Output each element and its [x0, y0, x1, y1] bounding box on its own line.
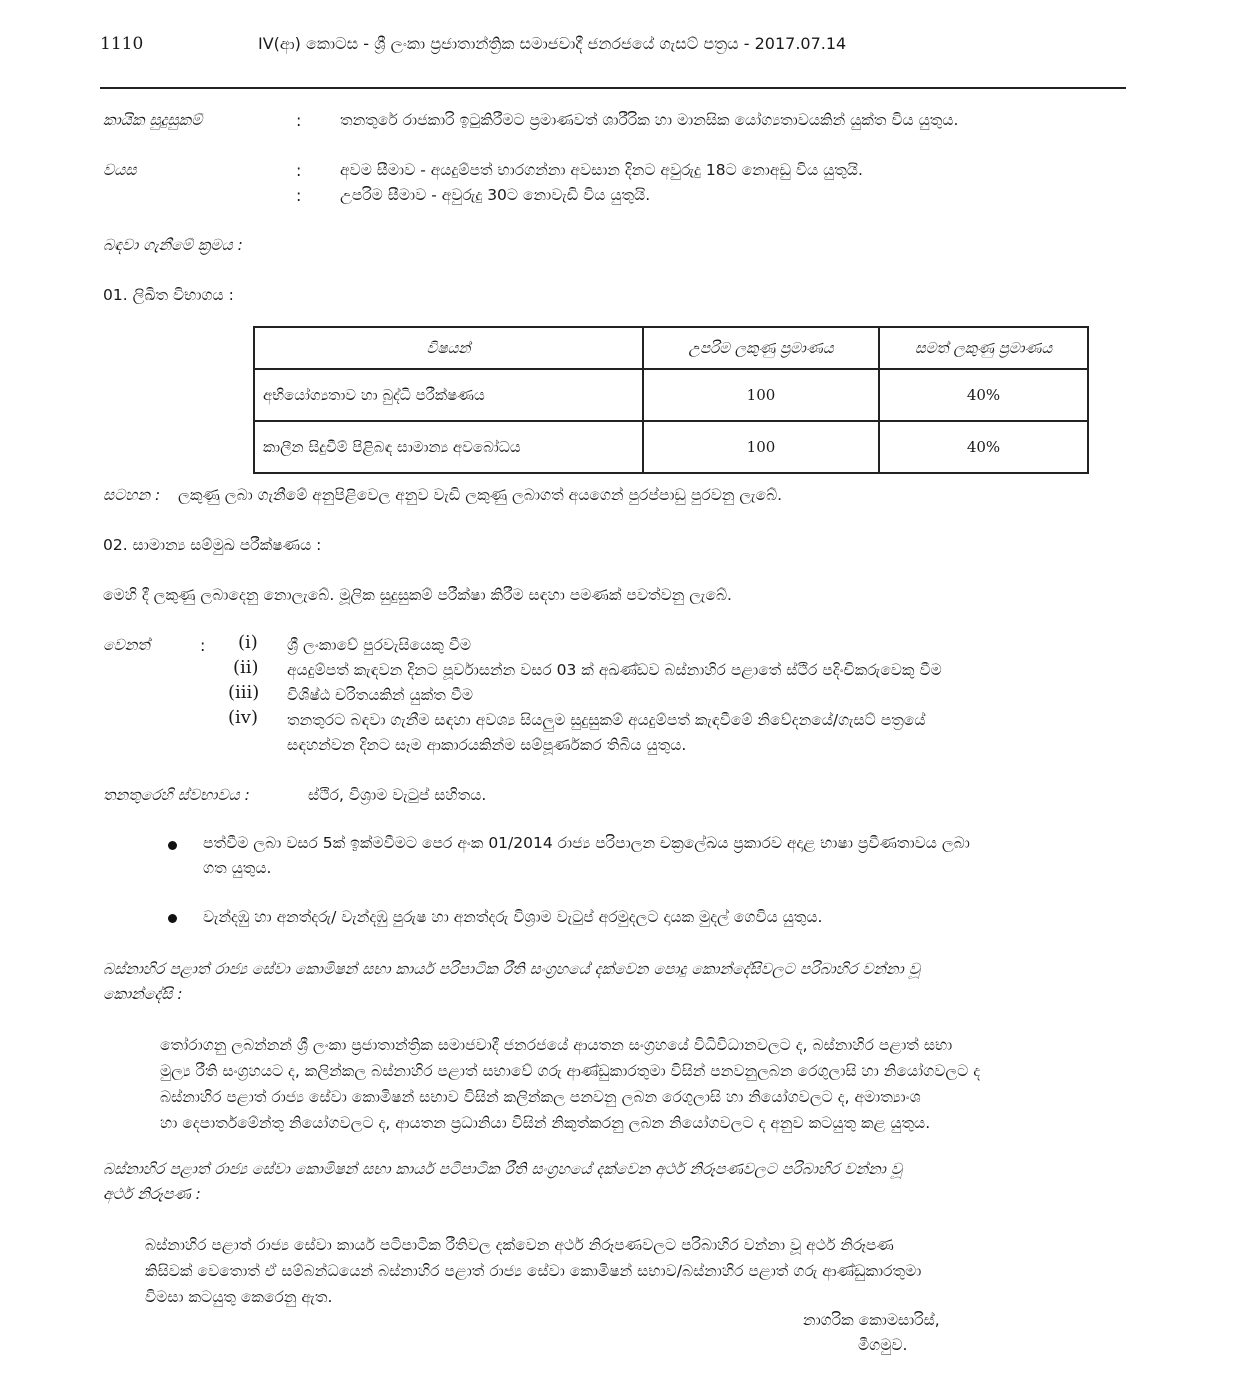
gazette-header-title: IV(ආ) කොටස - ශ්‍රී ලංකා ප්‍රජාතාන්ත්‍රික සමාජවාදී ජනරජයේ ගැසට් පත්‍රය - 2017.07.14: [258, 34, 847, 53]
age-label: වයස: [103, 161, 137, 179]
nature-text: ස්ථිර, විශ්‍රාම වැටුප් සහිතය.: [308, 786, 487, 804]
age-max: උපරිම සීමාව - අවුරුදු 30ට නොවැඩි විය යුතුයි.: [340, 186, 651, 204]
recruitment-heading: බඳවා ගැනීමේ ක්‍රමය :: [103, 236, 243, 254]
interview-heading: 02. සාමාන්‍ය සම්මුඛ පරීක්ෂණය :: [103, 536, 322, 554]
col-header-max-marks: උපරිම ලකුණු ප්‍රමාණය: [643, 327, 879, 369]
col-header-pass-marks: සමත් ලකුණු ප්‍රමාණය: [879, 327, 1088, 369]
physical-text: තනතුරේ රාජකාරි ඉටුකිරීමට ප්‍රමාණවත් ශාරීරික හා මානසික යෝග්‍යතාවයකින් යුක්ත විය යුතුය.: [340, 111, 959, 129]
bullet-icon: [168, 841, 177, 850]
marks-table: [253, 326, 1089, 474]
definitions-paragraph: [145, 1232, 1126, 1310]
pass-marks-cell: 40%: [879, 369, 1088, 421]
note-label: සටහන :: [103, 486, 161, 504]
other-item-text: තනතුරට බඳවා ගැනීම සඳහා අවශ්‍ය සියලුම සුදුසුකම් අයදුම්පත් කැඳවීමේ නිවේදනයේ/ගැසට් පත්‍රයේ: [287, 711, 926, 729]
conditions-paragraph: [160, 1032, 1126, 1136]
signature-title: නාගරික කොමසාරිස්,: [803, 1311, 940, 1329]
definitions-heading-cont: අර්ථ නිරූපණ :: [103, 1185, 201, 1203]
pass-marks-cell: 40%: [879, 421, 1088, 473]
other-item-num: (ii): [233, 657, 259, 678]
bullet-text: වැන්දඹු හා අනත්දරු/ වැන්දඹු පුරුෂ හා අනත්දරු විශ්‍රාම වැටුප් අරමුදලට දායක මුදල් ගෙවිය යුතුය.: [203, 908, 823, 926]
conditions-heading: බස්නාහිර පළාත් රාජ්‍ය සේවා කොමිෂන් සභා කාර්ය පරිපාටික රීති සංග්‍රහයේ දක්වෙන පොදු කොන්දේසිවලට පරිබාහිර වන්නා වූ: [103, 960, 920, 978]
other-label: වෙනත්: [103, 636, 150, 654]
definitions-line: බස්නාහිර පළාත් රාජ්‍ය සේවා කාර්ය පටිපාටික රීතිවල දක්වෙන අර්ථ නිරූපණවලට පරිබාහිර වන්නා වූ අර්ථ නිරූපණ: [145, 1236, 894, 1254]
bullet-text: පත්වීම ලබා වසර 5ක් ඉක්මවීමට පෙර අංක 01/2014 රාජ්‍ය පරිපාලන චක්‍රලේඛය ප්‍රකාරව අදාළ භාෂා ප්‍රවීණතාවය ලබා: [203, 834, 970, 852]
conditions-line: බස්නාහිර පළාත් රාජ්‍ය සේවා කොමිෂන් සභාව විසින් කලින්කල පනවනු ලබන රෙගුලාසි හා නියෝගවලට ද, අමාත්‍යාංශ: [160, 1088, 921, 1106]
other-item-text: අයදුම්පත් කැඳවන දිනට පූර්වාසන්න වසර 03 ක් අඛණ්ඩව බස්නාහිර පළාතේ ස්ථිර පදිංචිකරුවෙකු වීම: [287, 661, 942, 679]
age-colon: :: [296, 161, 302, 180]
physical-label: කායික සුදුසුකම්: [103, 111, 203, 129]
nature-label: තනතුරෙහි ස්වභාවය :: [103, 786, 250, 804]
definitions-line: විමසා කටයුතු කෙරෙනු ඇත.: [145, 1288, 333, 1306]
physical-colon: :: [296, 111, 302, 130]
col-header-subject: විෂයන්: [254, 327, 643, 369]
bullet-icon: [168, 914, 177, 923]
table-row: [254, 369, 1088, 421]
header-rule: [100, 87, 1126, 89]
other-item-text: ශ්‍රී ලංකාවේ පුරවැසියෙකු වීම: [287, 636, 472, 654]
max-marks-cell: 100: [643, 369, 879, 421]
other-item-num: (iii): [228, 682, 260, 703]
bullet-text-cont: ගත යුතුය.: [203, 859, 272, 877]
interview-text: මෙහි දී ලකුණු ලබාදෙනු නොලැබේ. මූලික සුදුසුකම් පරීක්ෂා කිරීම සඳහා පමණක් පවත්වනු ලැබේ.: [103, 586, 732, 604]
written-exam-heading: 01. ලිඛිත විභාගය :: [103, 286, 234, 304]
other-item-num: (iv): [228, 707, 258, 728]
note-text: ලකුණු ලබා ගැනීමේ අනුපිළිවෙල අනුව වැඩි ලකුණු ලබාගත් අයගෙන් පුරප්පාඩු පුරවනු ලැබේ.: [178, 486, 783, 504]
subject-cell: අභියෝග්‍යතාව හා බුද්ධි පරීක්ෂණය: [254, 369, 643, 421]
conditions-heading-cont: කොන්දේසි :: [103, 985, 183, 1003]
conditions-line: හා දෙපාර්තමේන්තු නියෝගවලට ද, ආයතන ප්‍රධානියා විසින් නිකුත්කරනු ලබන නියෝගවලට ද අනුව කටයුතු කළ යුතුය.: [160, 1114, 931, 1132]
definitions-line: කිසිවක් වෙතොත් ඒ සම්බන්ධයෙන් බස්නාහිර පළාත් රාජ්‍ය සේවා කොමිෂන් සභාව/බස්නාහිර පළාත් ගරු ආණ්ඩුකාරතුමා: [145, 1262, 922, 1280]
subject-cell: කාලීන සිදුවීම් පිළිබඳ සාමාන්‍ය අවබෝධය: [254, 421, 643, 473]
other-item-text-cont: සඳහන්වන දිනට සෑම ආකාරයකින්ම සම්පූර්ණකර තිබිය යුතුය.: [287, 736, 687, 754]
conditions-line: තෝරාගනු ලබන්නන් ශ්‍රී ලංකා ප්‍රජාතාන්ත්‍රික සමාජවාදී ජනරජයේ ආයතන සංග්‍රහයේ විධිවිධානවලට ද, බස්නාහිර පළාත් සභා: [160, 1036, 953, 1054]
other-item-num: (i): [238, 632, 258, 653]
marks-table-header-row: [254, 327, 1088, 369]
other-colon: :: [200, 636, 206, 655]
other-item-text: විශිෂ්ඨ චරිතයකින් යුක්ත වීම: [287, 686, 474, 704]
age-min: අවම සීමාව - අයදුම්පත් භාරගන්නා අවසාන දිනට අවුරුදු 18ට නොඅඩු විය යුතුයි.: [340, 161, 863, 179]
definitions-heading: බස්නාහිර පළාත් රාජ්‍ය සේවා කොමිෂන් සභා කාර්ය පටිපාටික රීති සංග්‍රහයේ දක්වෙන අර්ථ නිරූපණවලට පරිබාහිර වන්නා වූ: [103, 1160, 902, 1178]
page-number: 1110: [100, 34, 144, 54]
max-marks-cell: 100: [643, 421, 879, 473]
table-row: [254, 421, 1088, 473]
signature-place: මීගමුව.: [858, 1336, 908, 1354]
conditions-line: මුල්‍ය රීති සංග්‍රහයට ද, කලින්කල බස්නාහිර පළාත් සභාවේ ගරු ආණ්ඩුකාරතුමා විසින් පනවනුලබන රෙගුලාසි හා නියෝගවලට ද: [160, 1062, 981, 1080]
age-colon-2: :: [296, 186, 302, 205]
